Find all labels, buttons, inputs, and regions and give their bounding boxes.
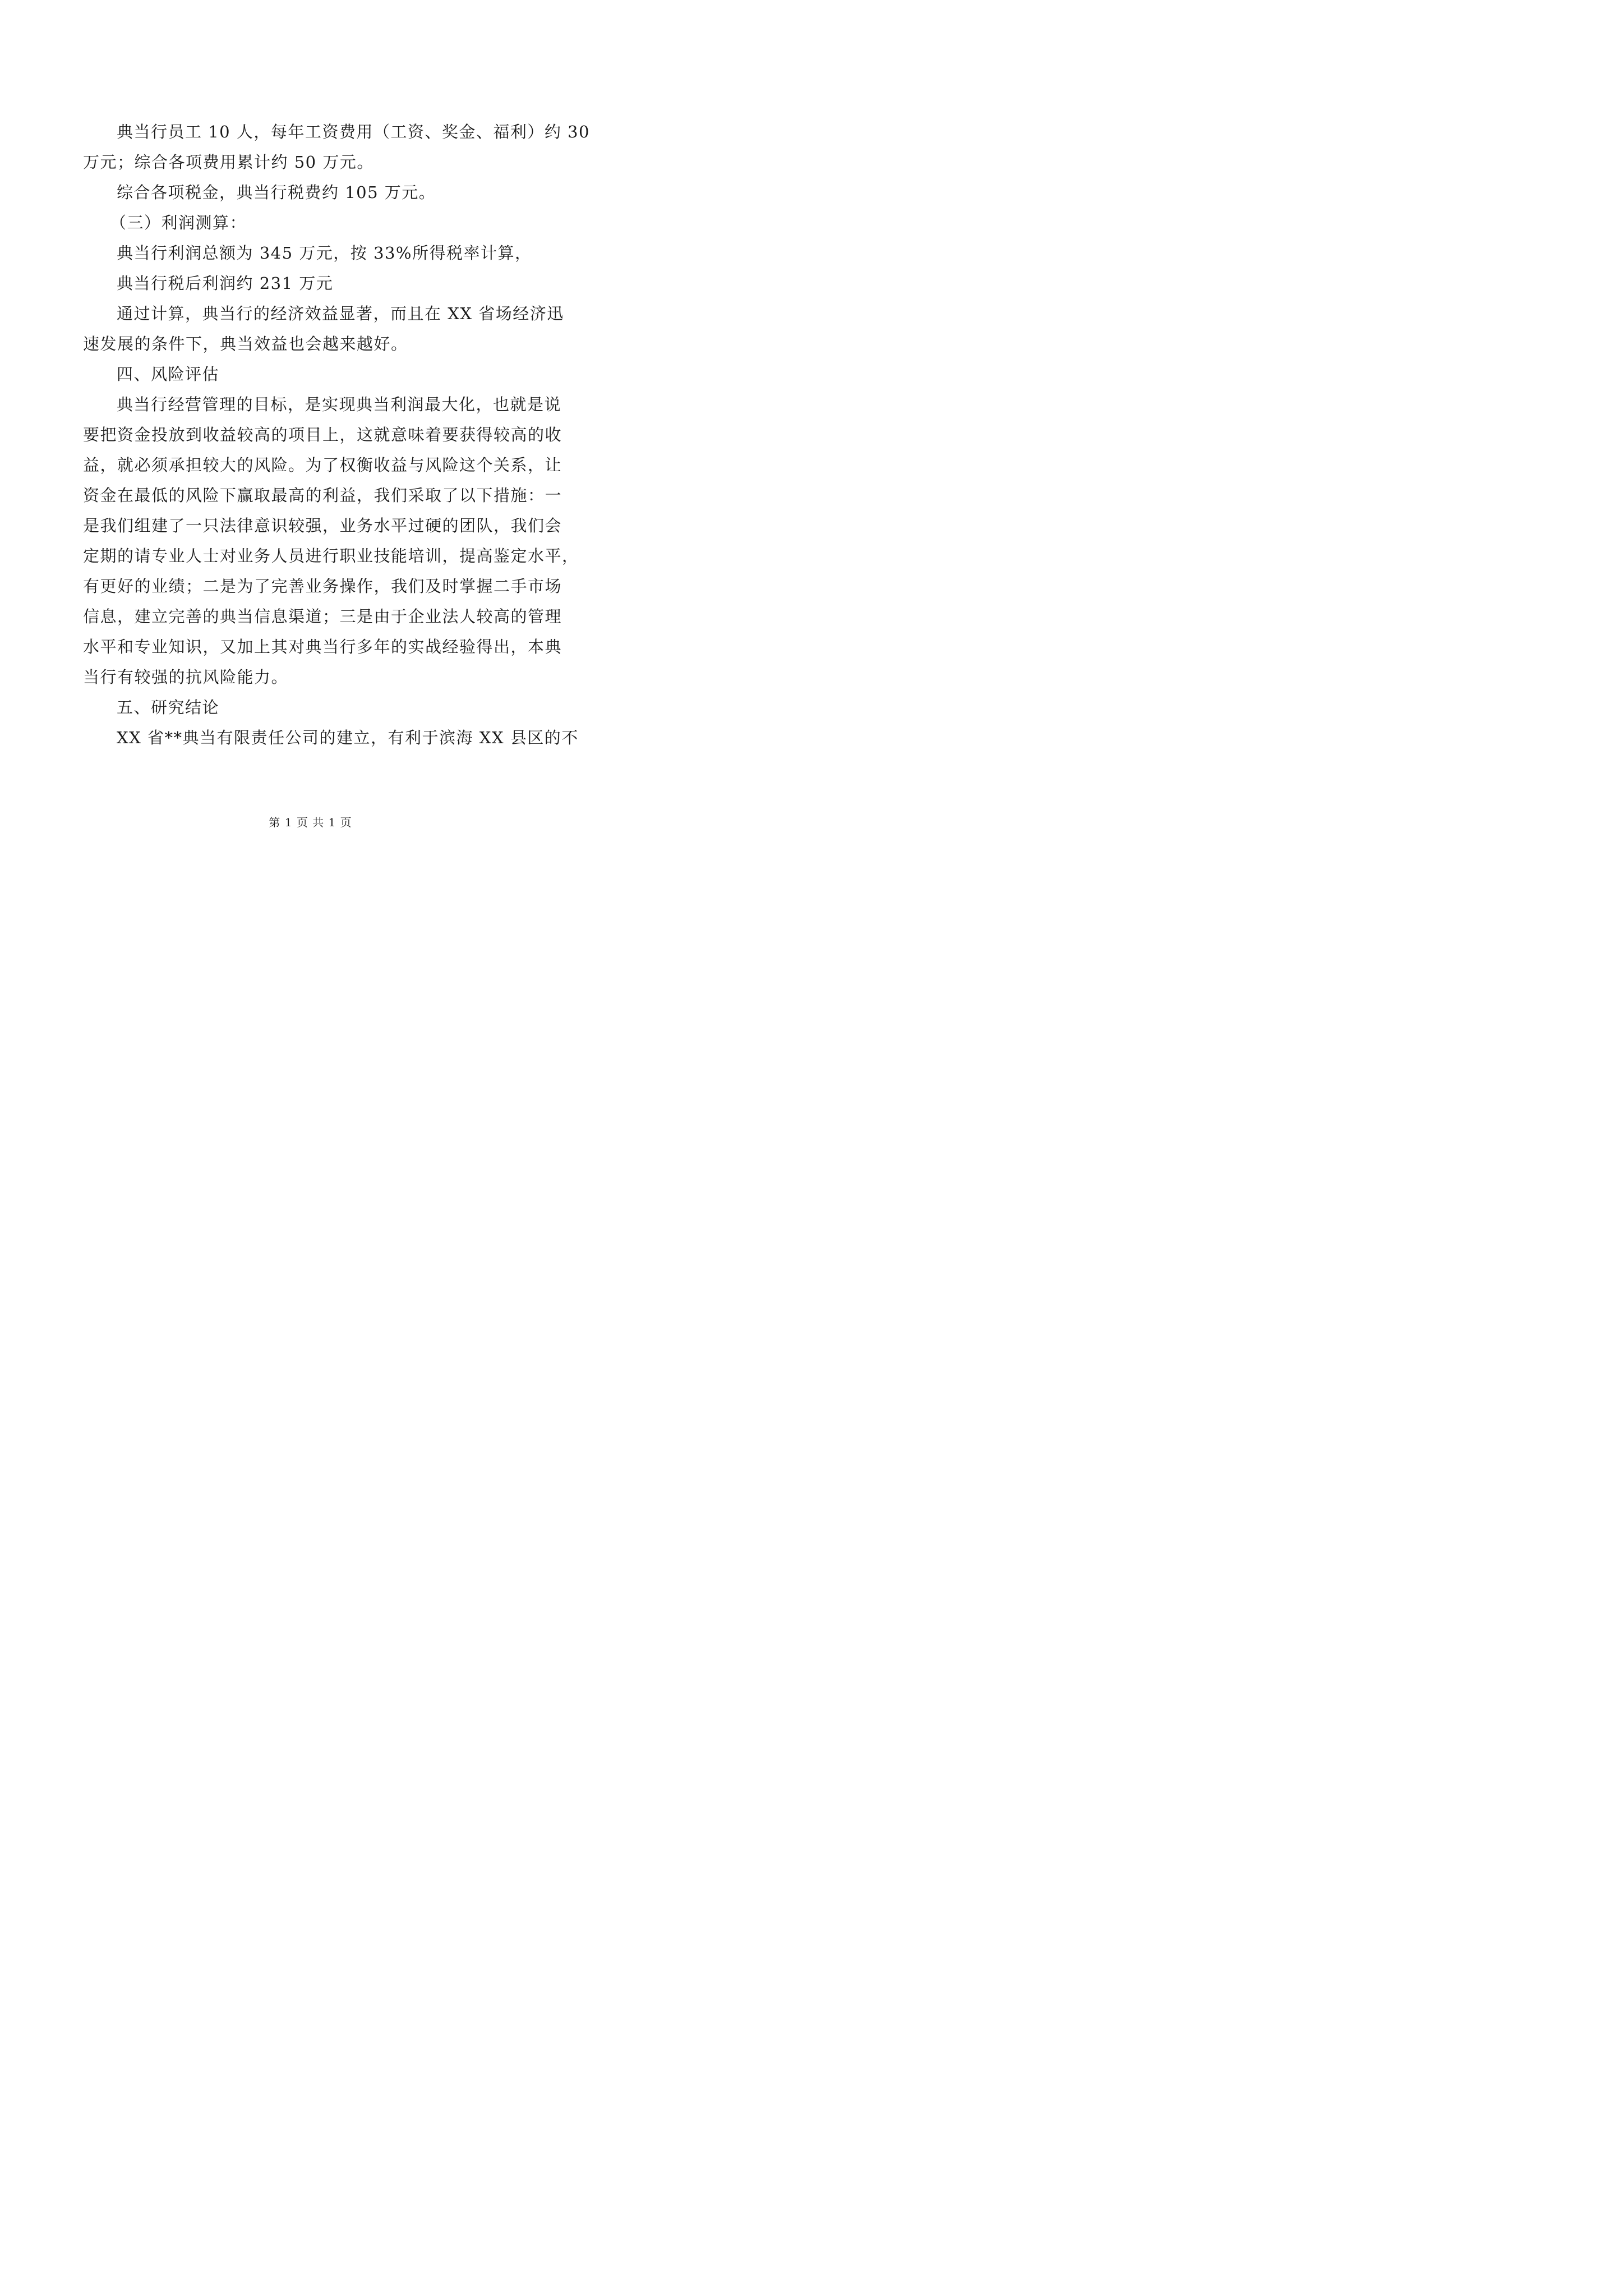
paragraph-staff-costs-line-1: 典当行员工 10 人，每年工资费用（工资、奖金、福利）约 30	[117, 122, 590, 141]
paragraph-risk-line-10: 当行有较强的抗风险能力。	[83, 668, 289, 687]
page-footer: 第 1 页 共 1 页	[269, 816, 352, 829]
paragraph-taxes: 综合各项税金，典当行税费约 105 万元。	[117, 183, 436, 202]
paragraph-staff-costs-line-2: 万元；综合各项费用累计约 50 万元。	[83, 153, 374, 172]
document-page	[0, 0, 621, 878]
paragraph-risk-line-9: 水平和专业知识，又加上其对典当行多年的实战经验得出，本典	[83, 637, 562, 656]
paragraph-risk-line-2: 要把资金投放到收益较高的项目上，这就意味着要获得较高的收	[83, 425, 562, 444]
paragraph-risk-line-5: 是我们组建了一只法律意识较强，业务水平过硬的团队，我们会	[83, 516, 562, 535]
paragraph-risk-line-3: 益，就必须承担较大的风险。为了权衡收益与风险这个关系，让	[83, 455, 562, 475]
section-heading-profit-calculation: （三）利润测算：	[110, 213, 247, 232]
paragraph-risk-line-7: 有更好的业绩；二是为了完善业务操作，我们及时掌握二手市场	[83, 577, 562, 596]
paragraph-risk-line-1: 典当行经营管理的目标，是实现典当利润最大化，也就是说	[117, 395, 562, 414]
paragraph-conclusion-line-1: XX 省**典当有限责任公司的建立，有利于滨海 XX 县区的不	[117, 728, 579, 747]
document-body	[83, 117, 590, 753]
paragraph-economic-benefit-line-2: 速发展的条件下，典当效益也会越来越好。	[83, 334, 408, 353]
paragraph-risk-line-4: 资金在最低的风险下赢取最高的利益，我们采取了以下措施：一	[83, 486, 562, 505]
section-heading-research-conclusion: 五、研究结论	[117, 698, 220, 717]
paragraph-risk-line-6: 定期的请专业人士对业务人员进行职业技能培训，提高鉴定水平，	[83, 546, 579, 565]
paragraph-total-profit: 典当行利润总额为 345 万元，按 33%所得税率计算，	[117, 243, 532, 263]
paragraph-risk-line-8: 信息，建立完善的典当信息渠道；三是由于企业法人较高的管理	[83, 607, 562, 626]
paragraph-after-tax-profit: 典当行税后利润约 231 万元	[117, 274, 334, 293]
section-heading-risk-assessment: 四、风险评估	[117, 365, 220, 384]
paragraph-economic-benefit-line-1: 通过计算，典当行的经济效益显著，而且在 XX 省场经济迅	[117, 304, 564, 323]
